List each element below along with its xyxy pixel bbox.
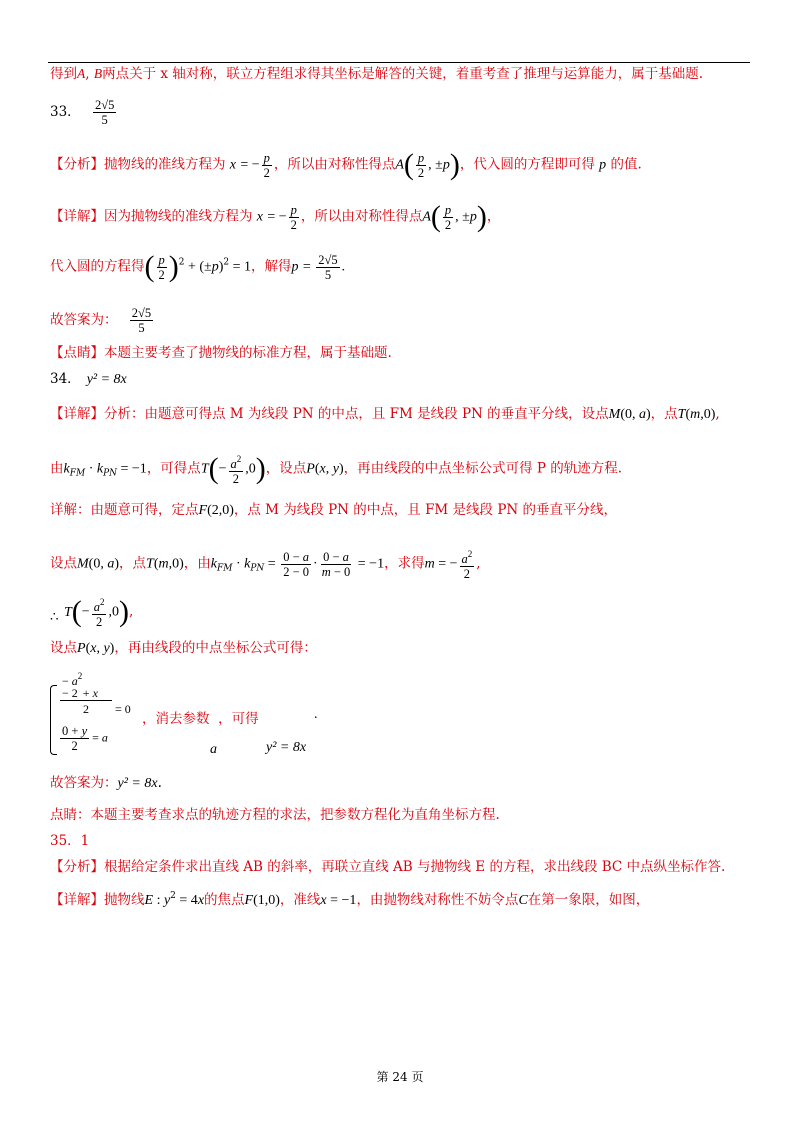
prev-answer-end: 得到A, B两点关于 x 轴对称，联立方程组求得其坐标是解答的关键，着重考查了推理与运算能力，属于基础题. [50, 66, 704, 82]
system-result: y² = 8x [266, 740, 307, 755]
q33-detail: 【详解】因为抛物线的准线方程为 x = − $\frac{p}{2}$ ，所以由对称性得点A( $\frac{p}{2}$ , ±p)， [50, 200, 501, 233]
q35-answer: 35．1 [50, 833, 90, 849]
q34-detail: 【详解】分析：由题意可得点 M 为线段 PN 的中点，且 FM 是线段 PN 的垂直平分线，设点M(0, a)，点T(m,0), [50, 406, 720, 422]
q34-line5: T(− $\frac{a^2}{2}$ ,0), [64, 595, 134, 629]
q34-line2: 由$k_{FM} \cdot k_{PN} = -1$，可得点T(− $\frac{a^2}{2}$ ,0)，设点P(x, y)，再由线段的中点坐标公式可得 P 的轨迹方程. [50, 452, 623, 486]
system-eq1-mid: − 2 + x [62, 686, 98, 700]
q35-analysis: 【分析】根据给定条件求出直线 AB 的斜率，再联立直线 AB 与抛物线 E 的方程，求出线段 BC 中点纵坐标作答. [50, 859, 726, 875]
q34-line3: 详解：由题意可得，定点F(2,0)，点 M 为线段 PN 的中点，且 FM 是线段 PN 的垂直平分线， [50, 502, 618, 518]
q35-detail: 【详解】抛物线E : $y^2 = 4x$的焦点F(1,0)，准线x = −1，由抛物线对称性不妨令点C在第一象限，如图， [50, 891, 650, 908]
q34-answer: 34． y² = 8x [50, 371, 127, 387]
q34-final: 故答案为：y² = 8x. [50, 775, 162, 791]
system-comment: ，消去参数 ，可得 [142, 711, 259, 727]
system-period: . [314, 707, 318, 722]
page-number: 第 24 页 [376, 1070, 424, 1084]
q33-substitute: 代入圆的方程得( $\frac{p}{2}$ )$^2 + (\pm p)^2 = 1$，解得p = $\frac{2√5}{5}$ . [50, 250, 346, 283]
q33-analysis: 【分析】抛物线的准线方程为 x = − $\frac{p}{2}$ ，所以由对称性得点A( $\frac{p}{2}$ , ±p)，代入圆的方程即可得 p 的值. [50, 148, 642, 181]
system-brace [50, 685, 57, 755]
q34-line6: 设点P(x, y)，再由线段的中点坐标公式可得： [50, 640, 317, 656]
q34-line4: 设点M(0, a)，点T(m,0)，由$k_{FM} \cdot k_{PN}$ = $\frac{0 - a}{2 - 0}$ · $\frac{0 - a}{m - 0}$ = −1，求得m = − $\frac{a^2}{2}$ , [50, 549, 481, 581]
param-a: a [210, 742, 217, 757]
q33-comment: 【点睛】本题主要考查了抛物线的标准方程，属于基础题. [50, 345, 392, 361]
q33-final: 故答案为： $\frac{2√5}{5}$ [50, 306, 152, 335]
system-eq1-top: − $a^2$ [62, 671, 83, 688]
q34-comment: 点睛：本题主要考查求点的轨迹方程的求法，把参数方程化为直角坐标方程. [50, 807, 500, 823]
header-rule [48, 62, 750, 63]
system-eq2: $\frac{0 + y}{2}$ = a [62, 724, 108, 753]
q33-answer: 33． $\frac{2√5}{5}$ [50, 98, 115, 127]
system-eq1: 2 = 0 [60, 700, 131, 717]
therefore-sign: ∴ [50, 609, 59, 625]
